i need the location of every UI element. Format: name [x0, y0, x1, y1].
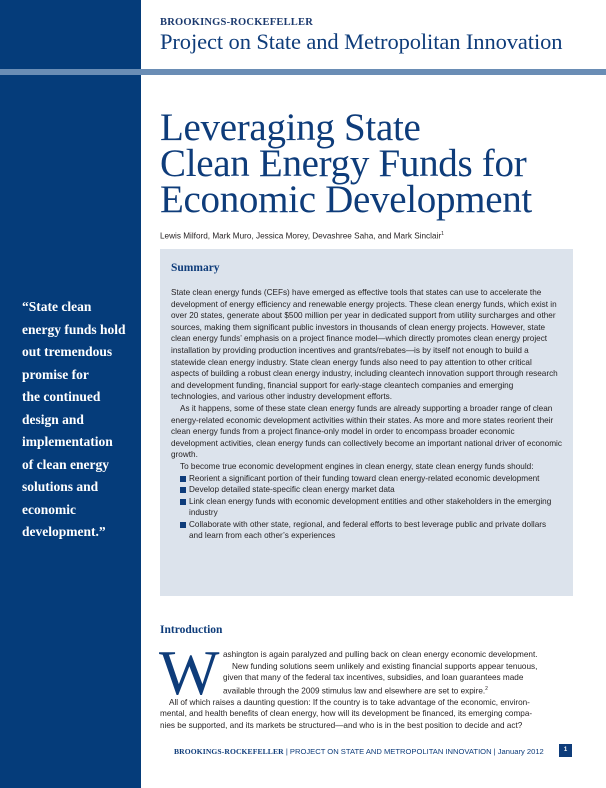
summary-box: [160, 249, 573, 596]
list-item-text: Link clean energy funds with economic development entities and other stakeholders in the emerging industry: [189, 496, 552, 518]
intro-line: nies be supported, and its markets be structured—and who is in the best position to decide and act?: [160, 720, 523, 730]
summary-paragraph: To become true economic development engines in clean energy, state clean energy funds should:: [180, 461, 534, 471]
quote-line: economic: [22, 501, 76, 517]
summary-heading: Summary: [171, 262, 220, 274]
intro-line-text: available through the 2009 stimulus law and elsewhere are set to expire.: [223, 686, 486, 696]
quote-line: the continued: [22, 389, 101, 404]
footnote-ref[interactable]: 2: [485, 685, 488, 692]
page-number: 1: [559, 744, 572, 757]
page-footer: [174, 747, 544, 756]
summary-paragraph: State clean energy funds (CEFs) have emerged as effective tools that states can use to accelerate the development of energy efficiency and renewable energy projects. These clean energy funds, which exist in over 20 states, generate about $500 million per year in dedicated support from utility surcharges and other sources, making them significant public investors in thousands of clean energy projects. However, state clean energy funds’ emphasis on a project finance model—which directly promotes clean energy project installation by providing production incentives and grants/rebates—is by itself not enough to build a statewide clean energy industry. State clean energy funds also need to pay attention to other critical aspects of building a robust clean energy industry, including cleantech innovation support through research and development funding, financial support for early-stage cleantech companies and emerging technologies, and various other industry development efforts.: [171, 288, 558, 402]
footnote-ref[interactable]: 1: [441, 231, 444, 237]
footer-text: | PROJECT ON STATE AND METROPOLITAN INNOVATION | January 2012: [283, 747, 544, 756]
brand-title: Project on State and Metropolitan Innovation: [160, 29, 563, 54]
quote-line: of clean energy: [22, 456, 109, 472]
authors-text: Lewis Milford, Mark Muro, Jessica Morey, Devashree Saha, and Mark Sinclair: [160, 231, 442, 241]
introduction-heading: Introduction: [160, 624, 223, 636]
list-item: [180, 519, 562, 542]
intro-line: given that many of the federal tax incentives, subsidies, and loan guarantees made: [223, 673, 524, 682]
publication-header: [160, 17, 562, 55]
document-title: [160, 106, 532, 221]
quote-line: implementation: [22, 434, 113, 449]
square-bullet-icon: [180, 522, 186, 528]
intro-line: ashington is again paralyzed and pulling back on clean energy economic development.: [223, 650, 538, 659]
pull-quote: [22, 296, 142, 544]
summary-paragraph: As it happens, some of these state clean energy funds are already supporting a broader range of clean energy-related economic development activities within their states. As more and more states reorient their clean energy funds from a project finance-only model in order to encompass broader economic development activities, clean energy funds can collectively become an important national driver of economic growth.: [171, 403, 562, 460]
recommendations-list: [180, 473, 562, 543]
square-bullet-icon: [180, 476, 186, 482]
title-line: Leveraging State: [160, 106, 421, 149]
intro-line: mental, and health benefits of clean energy, how will its development be financed, its emerging compa-: [160, 709, 533, 719]
quote-line: development.”: [22, 524, 106, 539]
list-item-text: Collaborate with other state, regional, and federal efforts to best leverage public and private dollars and learn from each other’s experiences: [189, 519, 547, 541]
quote-line: out tremendous: [22, 344, 113, 359]
author-list: [160, 231, 444, 241]
intro-line: [160, 684, 574, 697]
brand-kicker: BROOKINGS-ROCKEFELLER: [160, 17, 313, 28]
footer-brand: BROOKINGS-ROCKEFELLER: [174, 747, 284, 756]
list-item: [180, 473, 562, 485]
list-item: [180, 484, 562, 496]
quote-line: “State clean: [22, 299, 92, 314]
quote-line: promise for: [22, 366, 89, 382]
header-rule: [0, 69, 606, 75]
square-bullet-icon: [180, 499, 186, 505]
list-item-text: Develop detailed state-specific clean energy market data: [189, 485, 395, 495]
drop-cap: W: [159, 637, 220, 708]
list-item-text: Reorient a significant portion of their funding toward clean energy-related economic development: [189, 473, 540, 483]
introduction-body: [160, 649, 574, 731]
intro-line: All of which raises a daunting question: If the country is to take advantage of the economic, environ-: [169, 697, 530, 707]
quote-line: energy funds hold: [22, 321, 126, 337]
title-line: Economic Development: [160, 178, 532, 221]
square-bullet-icon: [180, 487, 186, 493]
list-item: [180, 496, 562, 519]
title-line: Clean Energy Funds for: [160, 142, 527, 185]
quote-line: design and: [22, 411, 84, 427]
intro-line: New funding solutions seem unlikely and existing financial supports appear tenuous,: [232, 661, 538, 671]
quote-line: solutions and: [22, 479, 99, 494]
